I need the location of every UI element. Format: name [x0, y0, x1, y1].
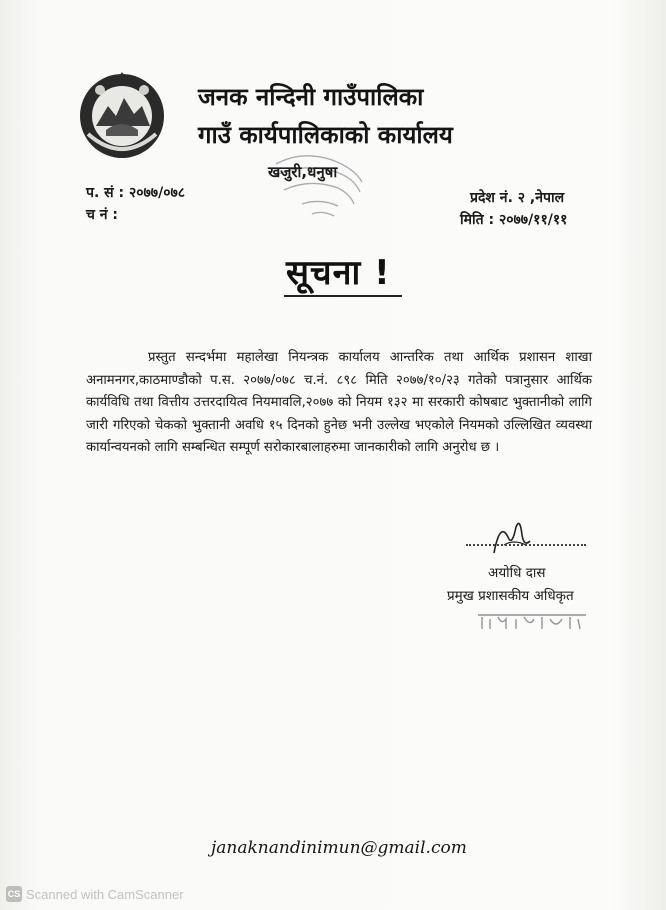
signatory-name: अयोधि दास — [488, 565, 546, 581]
office-stamp-icon — [262, 146, 374, 222]
notice-date: मिति : २०७७/११/११ — [460, 212, 568, 228]
title-underline — [284, 295, 402, 297]
nepal-emblem-icon — [78, 72, 166, 160]
scanner-watermark — [6, 884, 184, 904]
signature-line — [466, 542, 586, 546]
dispatch-number: च नं : — [86, 207, 119, 223]
notice-title: सूचना ! — [286, 253, 391, 293]
office-subtitle: गाउँ कार्यपालिकाको कार्यालय — [198, 121, 453, 149]
reference-number: प. सं : २०७७/०७८ — [86, 185, 186, 201]
camscanner-logo-icon: CS — [6, 886, 22, 902]
office-name: जनक नन्दिनी गाउँपालिका — [198, 83, 424, 111]
designation-seal-icon — [476, 607, 592, 633]
province-label: प्रदेश नं. २ ,नेपाल — [470, 190, 565, 206]
signature-icon — [486, 515, 534, 561]
notice-body: प्रस्तुत सन्दर्भमा महालेखा नियन्त्रक कार्यालय आन्तरिक तथा आर्थिक प्रशासन शाखा अनामनगर,काठमाण्डौको प.स. २०७७/०७८ च.नं. ८९८ मिति २०७७/१०/२३ गतेको पत्रानुसार आर्थिक कार्यविधि तथा वित्तीय उत्तरदायित्व नियमावलि,२०७७ को नियम १३२ मा सरकारी कोषबाट भुक्तानीको लागि जारी गरिएको चेकको भुक्तानी अवधि १५ दिनको हुनेछ भनी उल्लेख भएकोले नियमको उल्लिखित व्यवस्था कार्यान्वयनको लागि सम्बन्धित सम्पूर्ण सरोकारबालाहरुमा जानकारीको लागि अनुरोध छ । — [86, 350, 592, 455]
office-email: janaknandinimun@gmail.com — [211, 838, 467, 858]
office-address: खजुरी,धनुषा — [268, 163, 338, 181]
signatory-designation: प्रमुख प्रशासकीय अधिकृत — [447, 588, 574, 604]
scanner-watermark-text: Scanned with CamScanner — [26, 886, 184, 902]
